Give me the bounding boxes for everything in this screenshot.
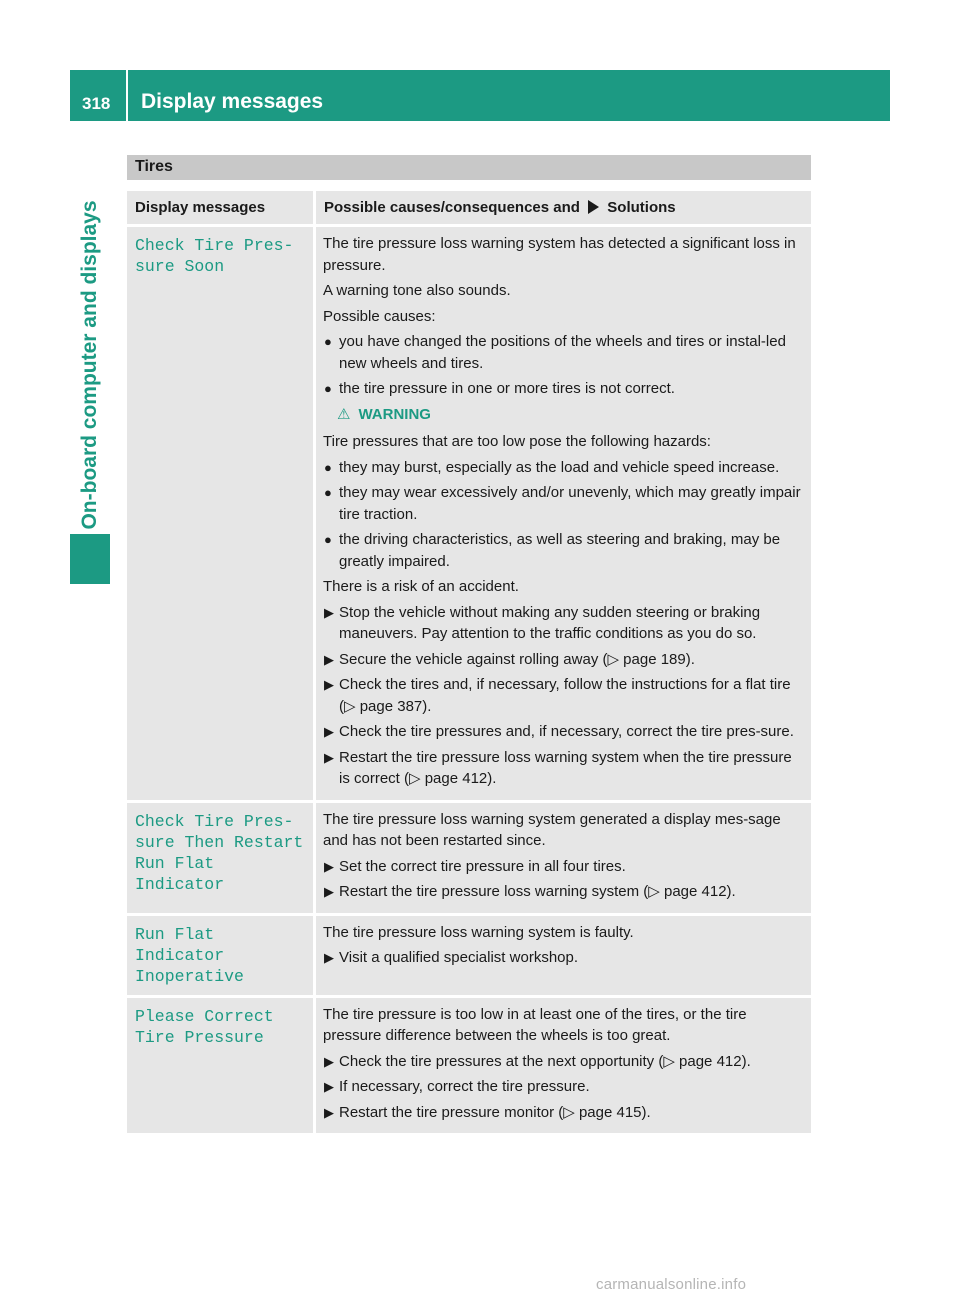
action-step	[323, 881, 803, 903]
action-text: Restart the tire pressure loss warning system when the tire pressure is correct (▷ page 412).	[339, 748, 792, 787]
action-arrow-icon: ▶	[324, 950, 334, 965]
description-text-content: Possible causes:	[323, 307, 436, 325]
warning-label: WARNING	[358, 405, 431, 423]
warning-triangle-icon: ⚠	[337, 405, 351, 423]
bullet-item	[323, 529, 803, 572]
action-arrow-icon: ▶	[324, 884, 334, 899]
description-text-content: The tire pressure loss warning system is faulty.	[323, 923, 634, 941]
action-arrow-icon: ▶	[324, 1053, 334, 1069]
description-text-content: The tire pressure loss warning system generated a display mes-sage and has not been restarted since.	[323, 810, 781, 849]
description-text	[323, 576, 803, 598]
action-text: Secure the vehicle against rolling away (▷ page 189).	[339, 650, 695, 668]
table-row	[127, 803, 811, 916]
action-step	[323, 747, 803, 790]
action-arrow-icon: ▶	[324, 1104, 334, 1120]
display-message-line: Tire Pressure	[135, 1027, 264, 1047]
table-row	[127, 227, 811, 803]
action-text: Check the tires and, if necessary, follow the instructions for a flat tire (▷ page 387).	[339, 676, 791, 715]
bullet-item	[323, 457, 803, 479]
column-header-solutions	[316, 191, 811, 227]
message-cell	[127, 916, 316, 998]
bullet-text: they may burst, especially as the load and vehicle speed increase.	[339, 458, 780, 476]
solution-cell	[316, 227, 811, 803]
action-text: Check the tire pressures at the next opportunity (▷ page 412).	[339, 1052, 751, 1070]
description-text-content: There is a risk of an accident.	[323, 578, 519, 595]
warning-heading	[323, 404, 803, 426]
action-text: Restart the tire pressure loss warning system (▷ page 412).	[339, 883, 736, 900]
action-step	[323, 947, 803, 969]
display-message-line: Please Correct	[135, 1006, 274, 1026]
header-divider	[126, 70, 128, 121]
bullet-text: the driving characteristics, as well as steering and braking, may be greatly impaired.	[339, 531, 781, 570]
solution-cell	[316, 916, 811, 998]
description-text	[323, 306, 803, 328]
action-text: Check the tire pressures and, if necessary, correct the tire pres-sure.	[339, 723, 794, 740]
action-step	[323, 1051, 803, 1073]
description-text-content: The tire pressure loss warning system has detected a significant loss in pressure.	[323, 235, 796, 274]
table-row	[127, 916, 811, 998]
display-message-line: Check Tire Pres‐	[135, 236, 294, 255]
action-step	[323, 674, 803, 717]
column-header-messages: Display messages	[127, 191, 316, 227]
display-messages-table	[127, 191, 811, 1136]
description-text	[323, 1004, 803, 1047]
action-text: Stop the vehicle without making any sudden steering or braking maneuvers. Pay attention to the traffic conditions as you do so.	[339, 603, 761, 642]
action-text: Set the correct tire pressure in all four tires.	[339, 857, 626, 875]
action-step	[323, 721, 803, 743]
chapter-side-marker	[70, 534, 110, 584]
description-text-content: A warning tone also sounds.	[323, 282, 511, 299]
column-header-causes-text: Possible causes/consequences and	[324, 199, 580, 216]
action-arrow-icon: ▶	[324, 724, 334, 739]
message-cell	[127, 803, 316, 916]
action-arrow-icon: ▶	[324, 858, 334, 874]
description-text	[323, 280, 803, 302]
bullet-icon: ●	[324, 381, 332, 396]
bullet-icon: ●	[324, 485, 332, 500]
action-step	[323, 602, 803, 645]
description-text	[323, 809, 803, 852]
page-title: Display messages	[141, 90, 324, 113]
bullet-item	[323, 482, 803, 525]
description-text	[323, 233, 803, 276]
display-message-line: Run Flat Indicator	[135, 924, 225, 965]
bullet-text: you have changed the positions of the wheels and tires or instal-led new wheels and tires.	[339, 333, 786, 372]
description-text-content: Tire pressures that are too low pose the following hazards:	[323, 433, 711, 450]
section-title-text: Tires	[135, 158, 173, 175]
bullet-text: the tire pressure in one or more tires is not correct.	[339, 380, 675, 397]
solution-cell	[316, 998, 811, 1137]
action-text: If necessary, correct the tire pressure.	[339, 1078, 590, 1095]
column-header-solutions-text: Solutions	[607, 199, 676, 216]
bullet-icon: ●	[324, 532, 332, 547]
action-text: Restart the tire pressure monitor (▷ page 415).	[339, 1103, 651, 1121]
table-row	[127, 998, 811, 1137]
action-arrow-icon: ▶	[324, 604, 334, 620]
display-message-line: sure Then Restart	[135, 832, 304, 852]
bullet-item	[323, 331, 803, 374]
description-text-content: The tire pressure is too low in at least one of the tires, or the tire pressure difference between the wheels is too great.	[323, 1005, 747, 1044]
watermark: carmanualsonline.info	[596, 1276, 747, 1293]
action-step	[323, 856, 803, 878]
action-text: Visit a qualified specialist workshop.	[339, 949, 579, 966]
message-cell	[127, 998, 316, 1137]
chapter-side-label-text: On-board computer and displays	[78, 200, 101, 530]
action-arrow-icon	[588, 200, 599, 214]
action-arrow-icon: ▶	[324, 677, 334, 692]
display-message-line: Run Flat Indicator	[135, 853, 225, 894]
action-arrow-icon: ▶	[324, 749, 334, 765]
action-step	[323, 1076, 803, 1098]
display-message-line: Inoperative	[135, 966, 244, 986]
action-step	[323, 1102, 803, 1124]
solution-cell	[316, 803, 811, 916]
display-message-line: sure Soon	[135, 257, 225, 276]
action-arrow-icon: ▶	[324, 651, 334, 667]
message-cell	[127, 227, 316, 803]
description-text	[323, 922, 803, 944]
bullet-item	[323, 378, 803, 400]
display-message-line: Check Tire Pres‐	[135, 811, 294, 831]
bullet-icon: ●	[324, 334, 332, 349]
description-text	[323, 431, 803, 453]
action-arrow-icon: ▶	[324, 1079, 334, 1094]
table-header-row	[127, 191, 811, 227]
bullet-text: they may wear excessively and/or unevenly, which may greatly impair tire traction.	[339, 484, 801, 523]
chapter-side-label	[70, 175, 110, 555]
bullet-icon: ●	[324, 459, 332, 475]
section-title	[127, 155, 811, 180]
action-step	[323, 649, 803, 671]
page-number: 318	[82, 94, 111, 113]
table-body	[127, 227, 811, 1136]
